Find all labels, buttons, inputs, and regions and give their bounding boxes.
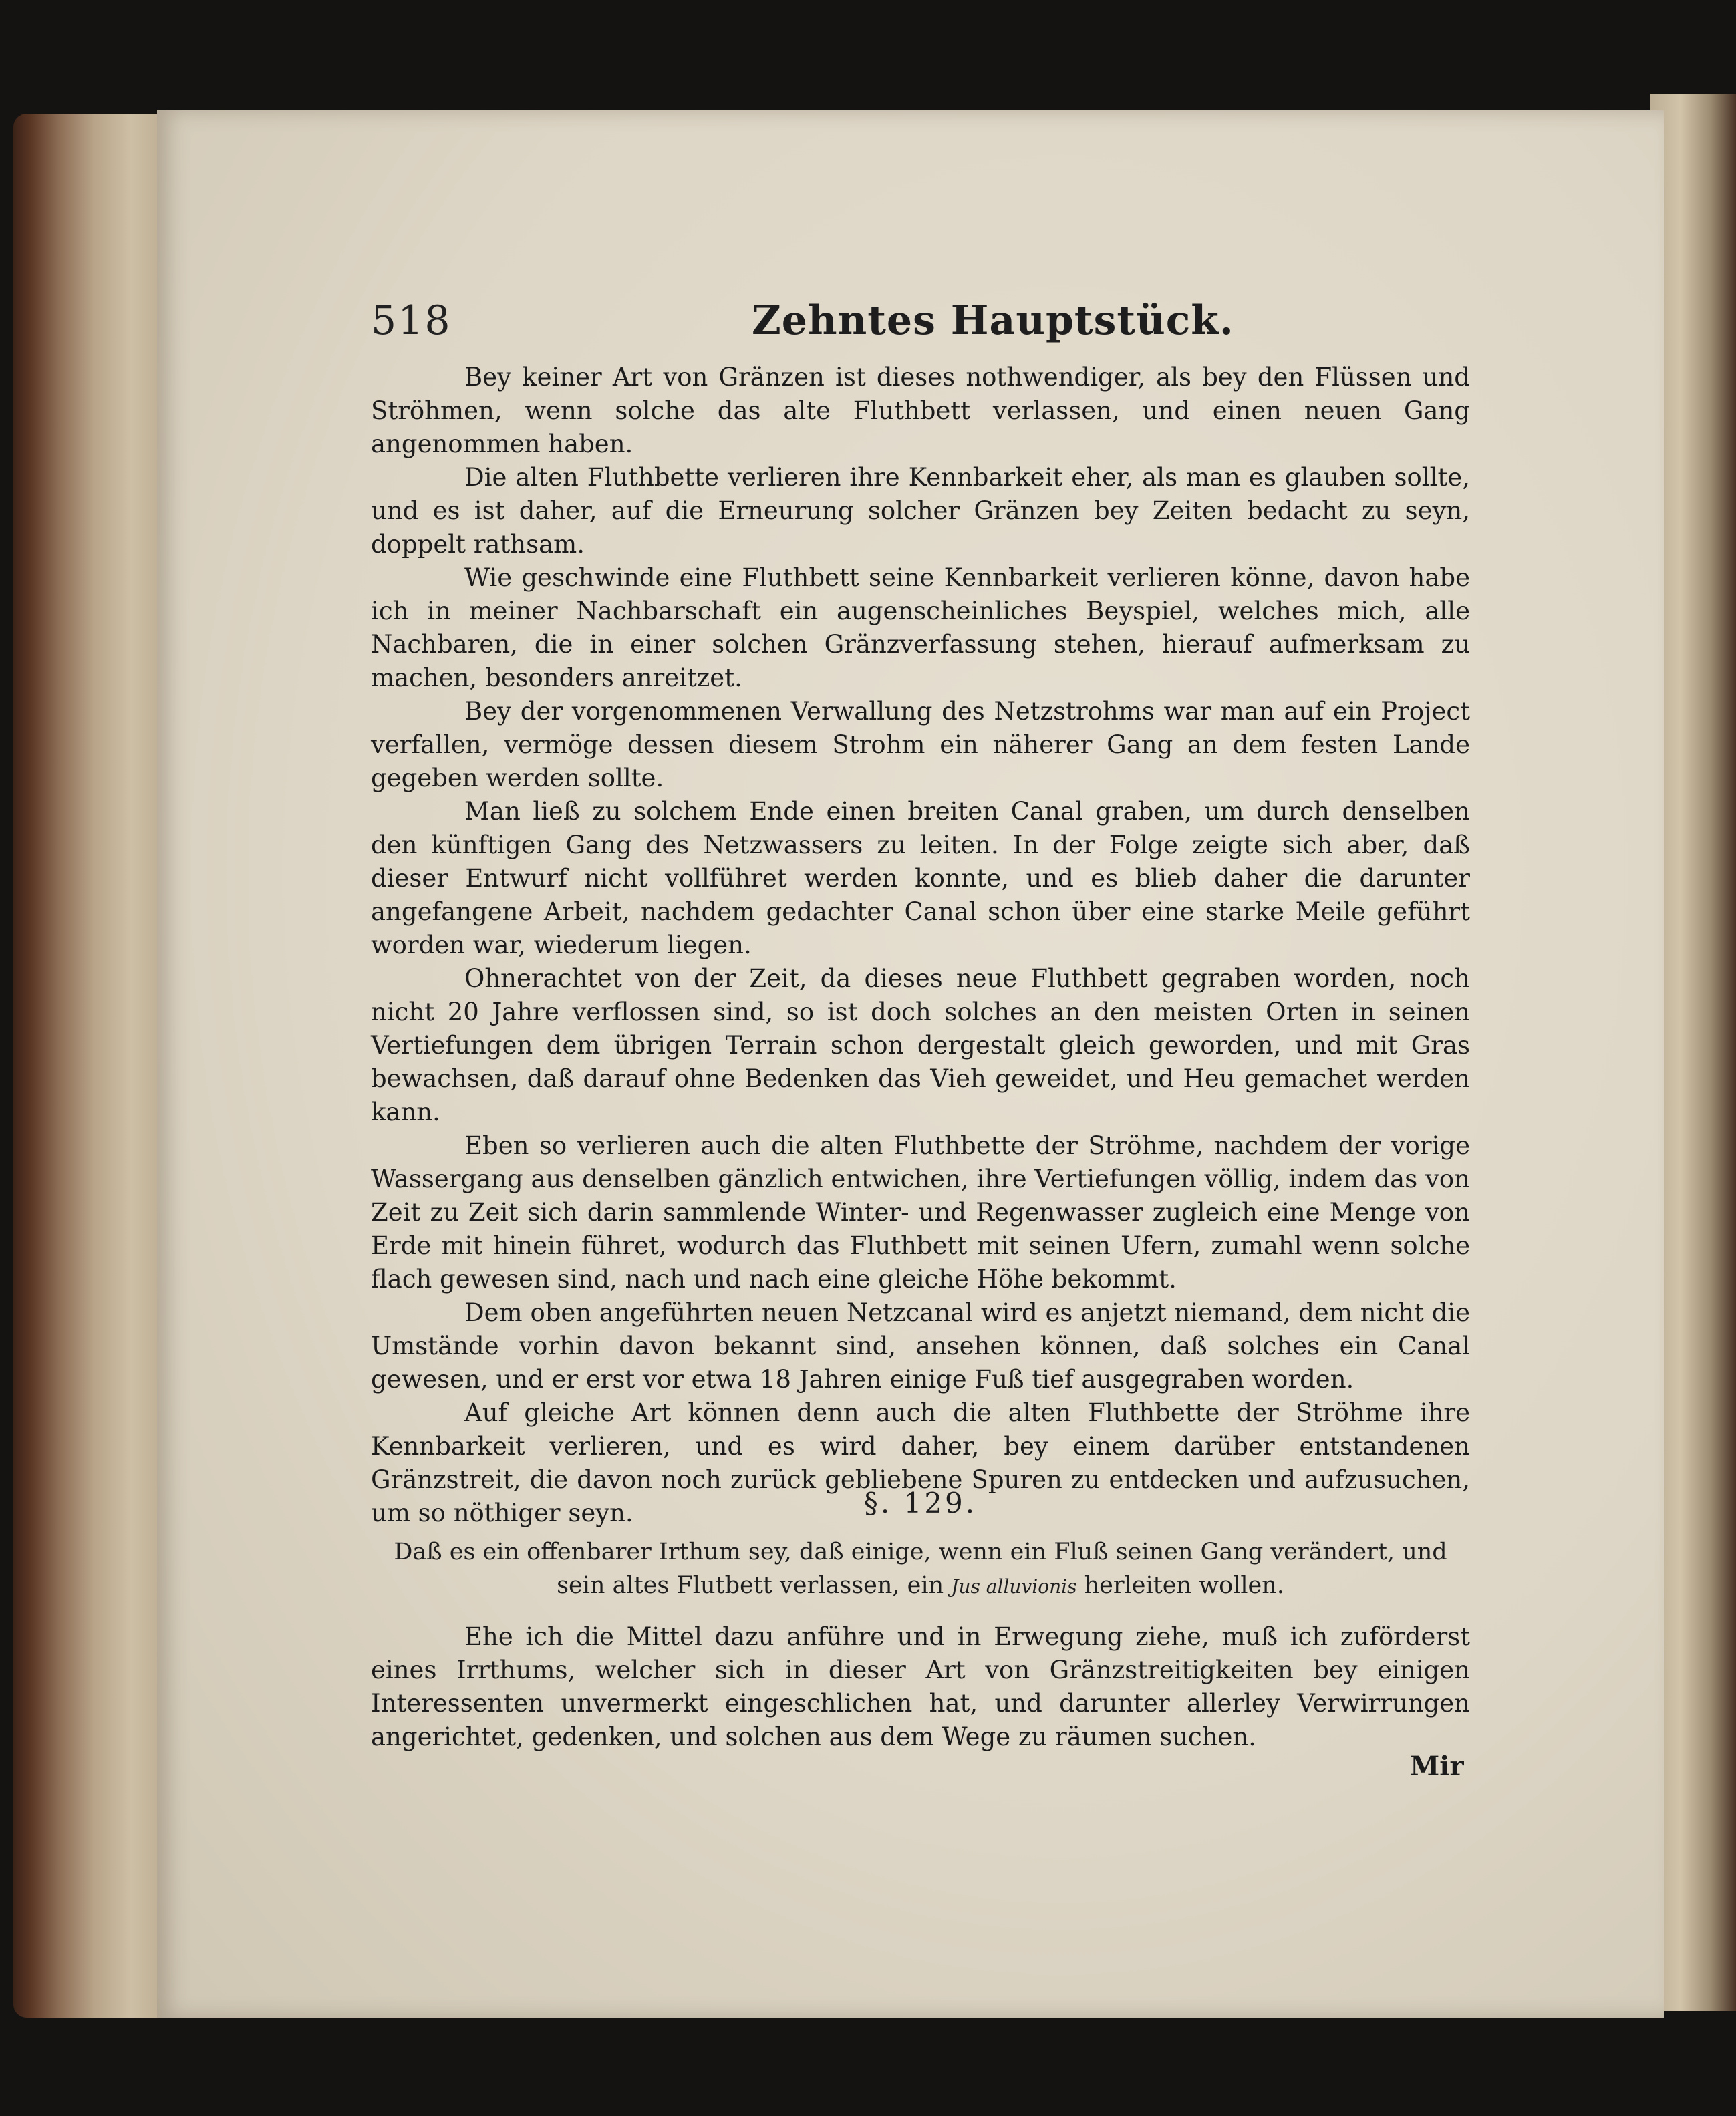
paragraph: Auf gleiche Art können denn auch die alten Fluthbette der Ströhme ihre Kennbarkeit verlieren, und es wird daher, bey einem darüber entstandenen Gränzstreit, die davon noch zurück gebliebene Spuren zu entdecken und aufzusuchen, um so nöthiger seyn.	[371, 1398, 1470, 1527]
section-text	[371, 1620, 1470, 1754]
caption-text-end: herleiten wollen.	[1084, 1572, 1284, 1599]
paragraph: Man ließ zu solchem Ende einen breiten Canal graben, um durch denselben den künftigen Gang des Netzwassers zu leiten. In der Folge zeigte sich aber, daß dieser Entwurf nicht vollführet werden konnte, und es blieb daher die darunter angefangene Arbeit, nachdem gedachter Canal schon über eine starke Meile geführt worden war, wiederum liegen.	[371, 797, 1470, 959]
section-caption	[371, 1535, 1470, 1604]
section-number: §. 129.	[863, 1487, 978, 1519]
paragraph: Dem oben angeführten neuen Netzcanal wird es anjetzt niemand, dem nicht die Umstände vorhin davon bekannt sind, ansehen können, daß solches ein Canal gewesen, und er erst vor etwa 18 Jahren einige Fuß tief ausgegraben worden.	[371, 1298, 1470, 1394]
running-head: Zehntes Hauptstück.	[752, 297, 1234, 344]
paragraph: Eben so verlieren auch die alten Fluthbette der Ströhme, nachdem der vorige Wassergang aus denselben gänzlich entwichen, ihre Vertiefungen völlig, indem das von Zeit zu Zeit sich darin sammlende Winter- und Regenwasser zugleich eine Menge von Erde mit hinein führet, wodurch das Fluthbett mit seinen Ufern, zumahl wenn solche flach gewesen sind, nach und nach eine gleiche Höhe bekommt.	[371, 1131, 1470, 1294]
paragraph: Ohnerachtet von der Zeit, da dieses neue Fluthbett gegraben worden, noch nicht 20 Jahre verflossen sind, so ist doch solches an den meisten Orten in seinen Vertiefungen dem übrigen Terrain schon dergestalt gleich geworden, und mit Gras bewachsen, daß darauf ohne Bedenken das Vieh geweidet, und Heu gemachet werden kann.	[371, 964, 1470, 1126]
paragraph: Bey der vorgenommenen Verwallung des Netzstrohms war man auf ein Project verfallen, vermöge dessen diesem Strohm ein näherer Gang an dem festen Lande gegeben werden sollte.	[371, 697, 1470, 792]
paragraph: Ehe ich die Mittel dazu anführe und in Erwegung ziehe, muß ich zuförderst eines Irrthums, welcher sich in dieser Art von Gränzstreitigkeiten bey einigen Interessenten unvermerkt eingeschlichen hat, und darunter allerley Verwirrungen angerichtet, gedenken, und solchen aus dem Wege zu räumen suchen.	[371, 1622, 1470, 1751]
caption-text: Daß es ein offenbarer Irthum sey, daß einige, wenn ein Fluß seinen Gang verändert, und sein altes Flutbett verlassen, ein	[394, 1539, 1447, 1599]
catchword: Mir	[1410, 1751, 1464, 1782]
paragraph: Die alten Fluthbette verlieren ihre Kennbarkeit eher, als man es glauben sollte, und es ist daher, auf die Erneurung solcher Gränzen bey Zeiten bedacht zu seyn, doppelt rathsam.	[371, 463, 1470, 559]
book-page-edges-left	[13, 114, 160, 2018]
paragraph: Bey keiner Art von Gränzen ist dieses nothwendiger, als bey den Flüssen und Ströhmen, wenn solche das alte Fluthbett verlassen, und einen neuen Gang angenommen haben.	[371, 363, 1470, 458]
main-text	[371, 361, 1470, 1530]
page-header	[371, 297, 1470, 351]
caption-latin-term: Jus alluvionis	[951, 1575, 1077, 1598]
paragraph: Wie geschwinde eine Fluthbett seine Kennbarkeit verlieren könne, davon habe ich in meiner Nachbarschaft ein augenscheinliches Beyspiel, welches mich, alle Nachbaren, die in einer solchen Gränzverfassung stehen, hierauf aufmerksam zu machen, besonders anreitzet.	[371, 563, 1470, 692]
page-number: 518	[371, 297, 452, 344]
